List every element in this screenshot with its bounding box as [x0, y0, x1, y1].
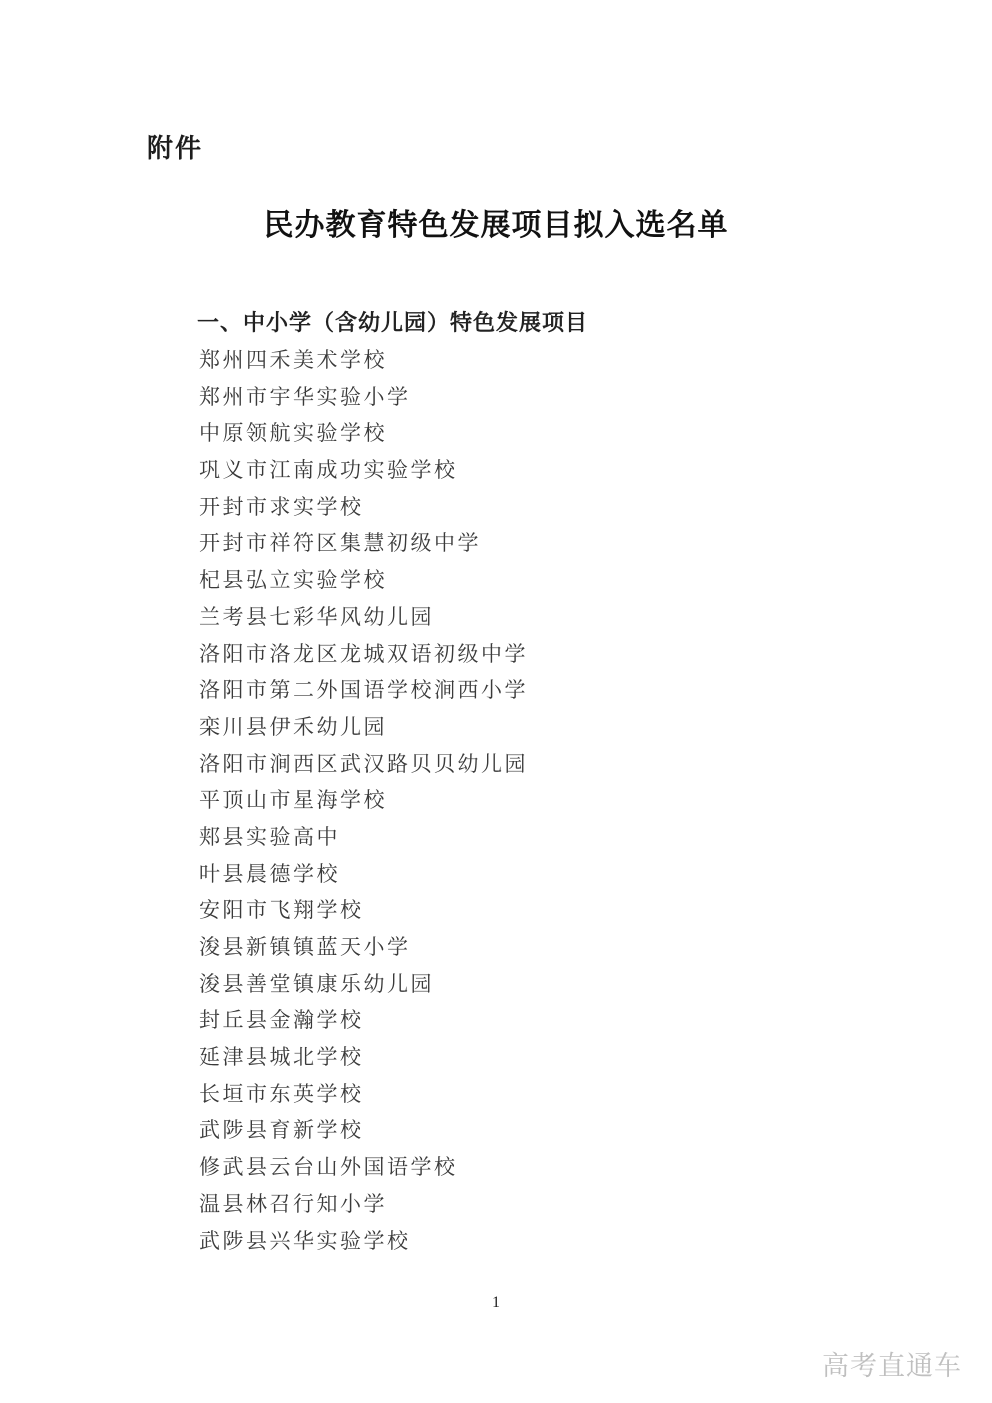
school-list-item: 中原领航实验学校 [199, 421, 387, 446]
school-list-item: 安阳市飞翔学校 [199, 898, 364, 923]
school-list-item: 武陟县育新学校 [199, 1118, 364, 1143]
school-list-item: 浚县新镇镇蓝天小学 [199, 935, 411, 959]
school-list-item: 浚县善堂镇康乐幼儿园 [199, 971, 434, 996]
school-list-item: 开封市求实学校 [199, 494, 364, 519]
school-list-item: 封丘县金瀚学校 [199, 1008, 364, 1033]
school-list-item: 叶县晨德学校 [199, 861, 340, 886]
school-list-item: 郑州市宇华实验小学 [199, 384, 411, 409]
attachment-label: 附件 [147, 133, 204, 163]
school-list-item: 郑州四禾美术学校 [199, 348, 387, 372]
school-list-item: 洛阳市涧西区武汉路贝贝幼儿园 [199, 751, 528, 776]
school-list-item: 洛阳市洛龙区龙城双语初级中学 [199, 641, 528, 666]
school-list-item: 兰考县七彩华风幼儿园 [199, 604, 434, 629]
school-list-item: 武陟县兴华实验学校 [199, 1228, 411, 1253]
school-list-item: 延津县城北学校 [199, 1045, 364, 1070]
school-list-item: 开封市祥符区集慧初级中学 [199, 531, 481, 556]
school-list-item: 长垣市东英学校 [199, 1081, 364, 1106]
school-list-item: 巩义市江南成功实验学校 [199, 458, 458, 483]
school-list-item: 平顶山市星海学校 [199, 788, 387, 813]
section-heading: 一、中小学（含幼儿园）特色发展项目 [197, 310, 589, 335]
document-title: 民办教育特色发展项目拟入选名单 [263, 209, 729, 242]
watermark: 高考直通车 [822, 1351, 962, 1381]
school-list-item: 洛阳市第二外国语学校涧西小学 [199, 678, 528, 703]
page-number: 1 [492, 1294, 500, 1311]
school-list-item: 栾川县伊禾幼儿园 [199, 714, 387, 739]
school-list [199, 342, 528, 1259]
school-list-item: 修武县云台山外国语学校 [199, 1155, 458, 1180]
school-list-item: 温县林召行知小学 [199, 1191, 387, 1216]
school-list-item: 郏县实验高中 [199, 824, 340, 849]
school-list-item: 杞县弘立实验学校 [199, 568, 387, 593]
